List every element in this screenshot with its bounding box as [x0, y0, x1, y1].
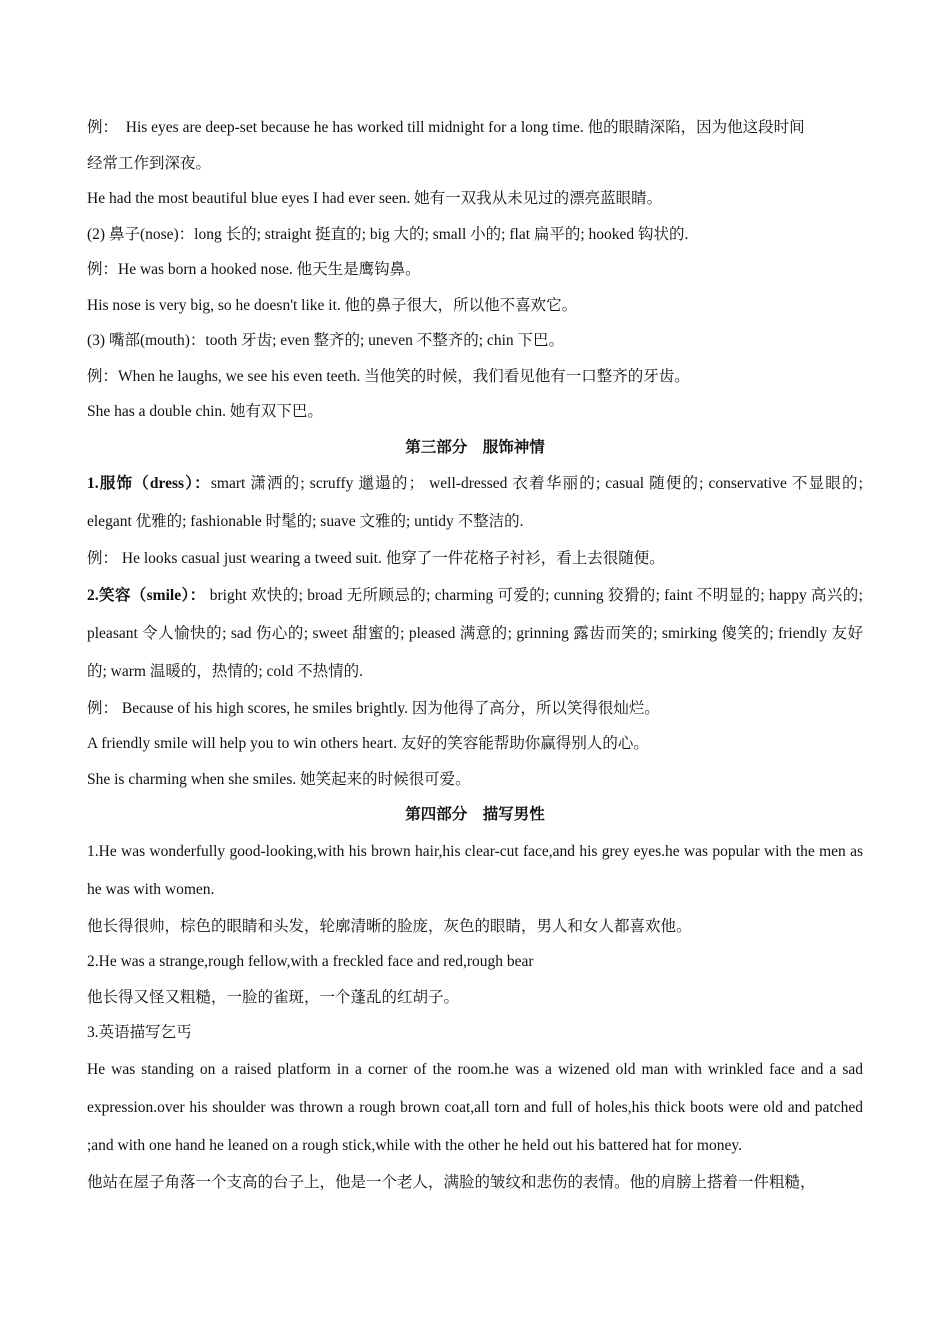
example-smile-1: 例： Because of his high scores, he smiles brightly. 因为他得了高分，所以笑得很灿烂。	[87, 699, 660, 717]
dress-text: smart 潇洒的; scruffy 邋遢的； well-dressed 衣着华丽的; casual 随便的; conservative 不显眼的; elegant 优雅的; fashionable 时髦的; suave 文雅的; untidy 不整洁的.	[87, 475, 863, 530]
example-mouth-2: She has a double chin. 她有双下巴。	[87, 403, 323, 420]
male-desc-2-cn: 他长得又怪又粗糙，一脸的雀斑，一个蓬乱的红胡子。	[87, 988, 460, 1006]
example-eyes-1-cont: 经常工作到深夜。	[87, 154, 212, 172]
document-page	[87, 110, 863, 1200]
section-heading-3: 第三部分 服饰神情	[405, 438, 545, 456]
dress-label: 1.服饰（dress）：	[87, 475, 211, 492]
dress-vocab	[87, 465, 863, 541]
section-heading-4: 第四部分 描写男性	[405, 806, 545, 823]
male-desc-1-cn: 他长得很帅，棕色的眼睛和头发，轮廓清晰的脸庞，灰色的眼睛，男人和女人都喜欢他。	[87, 917, 692, 935]
example-nose-1: 例：He was born a hooked nose. 他天生是鹰钩鼻。	[87, 261, 421, 278]
example-eyes-2: He had the most beautiful blue eyes I had ever seen. 她有一双我从未见过的漂亮蓝眼睛。	[87, 190, 663, 207]
example-smile-2: A friendly smile will help you to win others heart. 友好的笑容能帮助你赢得别人的心。	[87, 735, 649, 752]
smile-text: bright 欢快的; broad 无所顾忌的; charming 可爱的; cunning 狡猾的; faint 不明显的; happy 高兴的; pleasant 令人愉快的; sad 伤心的; sweet 甜蜜的; pleased 满意的; grinning 露齿而笑的; smirking 傻笑的; friendly 友好的; warm 温暖的，热情的; cold 不热情的.	[87, 586, 863, 680]
example-mouth-1: 例：When he laughs, we see his even teeth. 当他笑的时候，我们看见他有一口整齐的牙齿。	[87, 367, 690, 385]
smile-vocab	[87, 577, 863, 691]
male-desc-2: 2.He was a strange,rough fellow,with a freckled face and red,rough bear	[87, 953, 534, 970]
example-eyes-1: 例： His eyes are deep-set because he has worked till midnight for a long time. 他的眼睛深陷，因为他这段时间	[87, 119, 805, 136]
example-dress: 例： He looks casual just wearing a tweed suit. 他穿了一件花格子衬衫，看上去很随便。	[87, 550, 665, 567]
nose-vocab: (2) 鼻子(nose)：long 长的; straight 挺直的; big 大的; small 小的; flat 扁平的; hooked 钩状的.	[87, 225, 689, 243]
beggar-desc-cn: 他站在屋子角落一个支高的台子上，他是一个老人，满脸的皱纹和悲伤的表情。他的肩膀上搭着一件粗糙，	[87, 1173, 816, 1191]
beggar-desc-en: He was standing on a raised platform in a corner of the room.he was a wizened old man with wrinkled face and a sad expression.over his shoulder was thrown a rough brown coat,all torn and full of holes,his thick boots were old and patched ;and with one hand he leaned on a rough stick,while with the other he held out his battered hat for money.	[87, 1060, 863, 1154]
smile-label: 2.笑容（smile）：	[87, 586, 206, 604]
male-desc-1: 1.He was wonderfully good-looking,with his brown hair,his clear-cut face,and his grey eyes.he was popular with the men as he was with women.	[87, 842, 863, 898]
example-nose-2: His nose is very big, so he doesn't like it. 他的鼻子很大，所以他不喜欢它。	[87, 296, 578, 314]
mouth-vocab: (3) 嘴部(mouth)：tooth 牙齿; even 整齐的; uneven 不整齐的; chin 下巴。	[87, 332, 564, 349]
example-smile-3: She is charming when she smiles. 她笑起来的时候很可爱。	[87, 770, 471, 788]
male-desc-3-title: 3.英语描写乞丐	[87, 1024, 192, 1041]
